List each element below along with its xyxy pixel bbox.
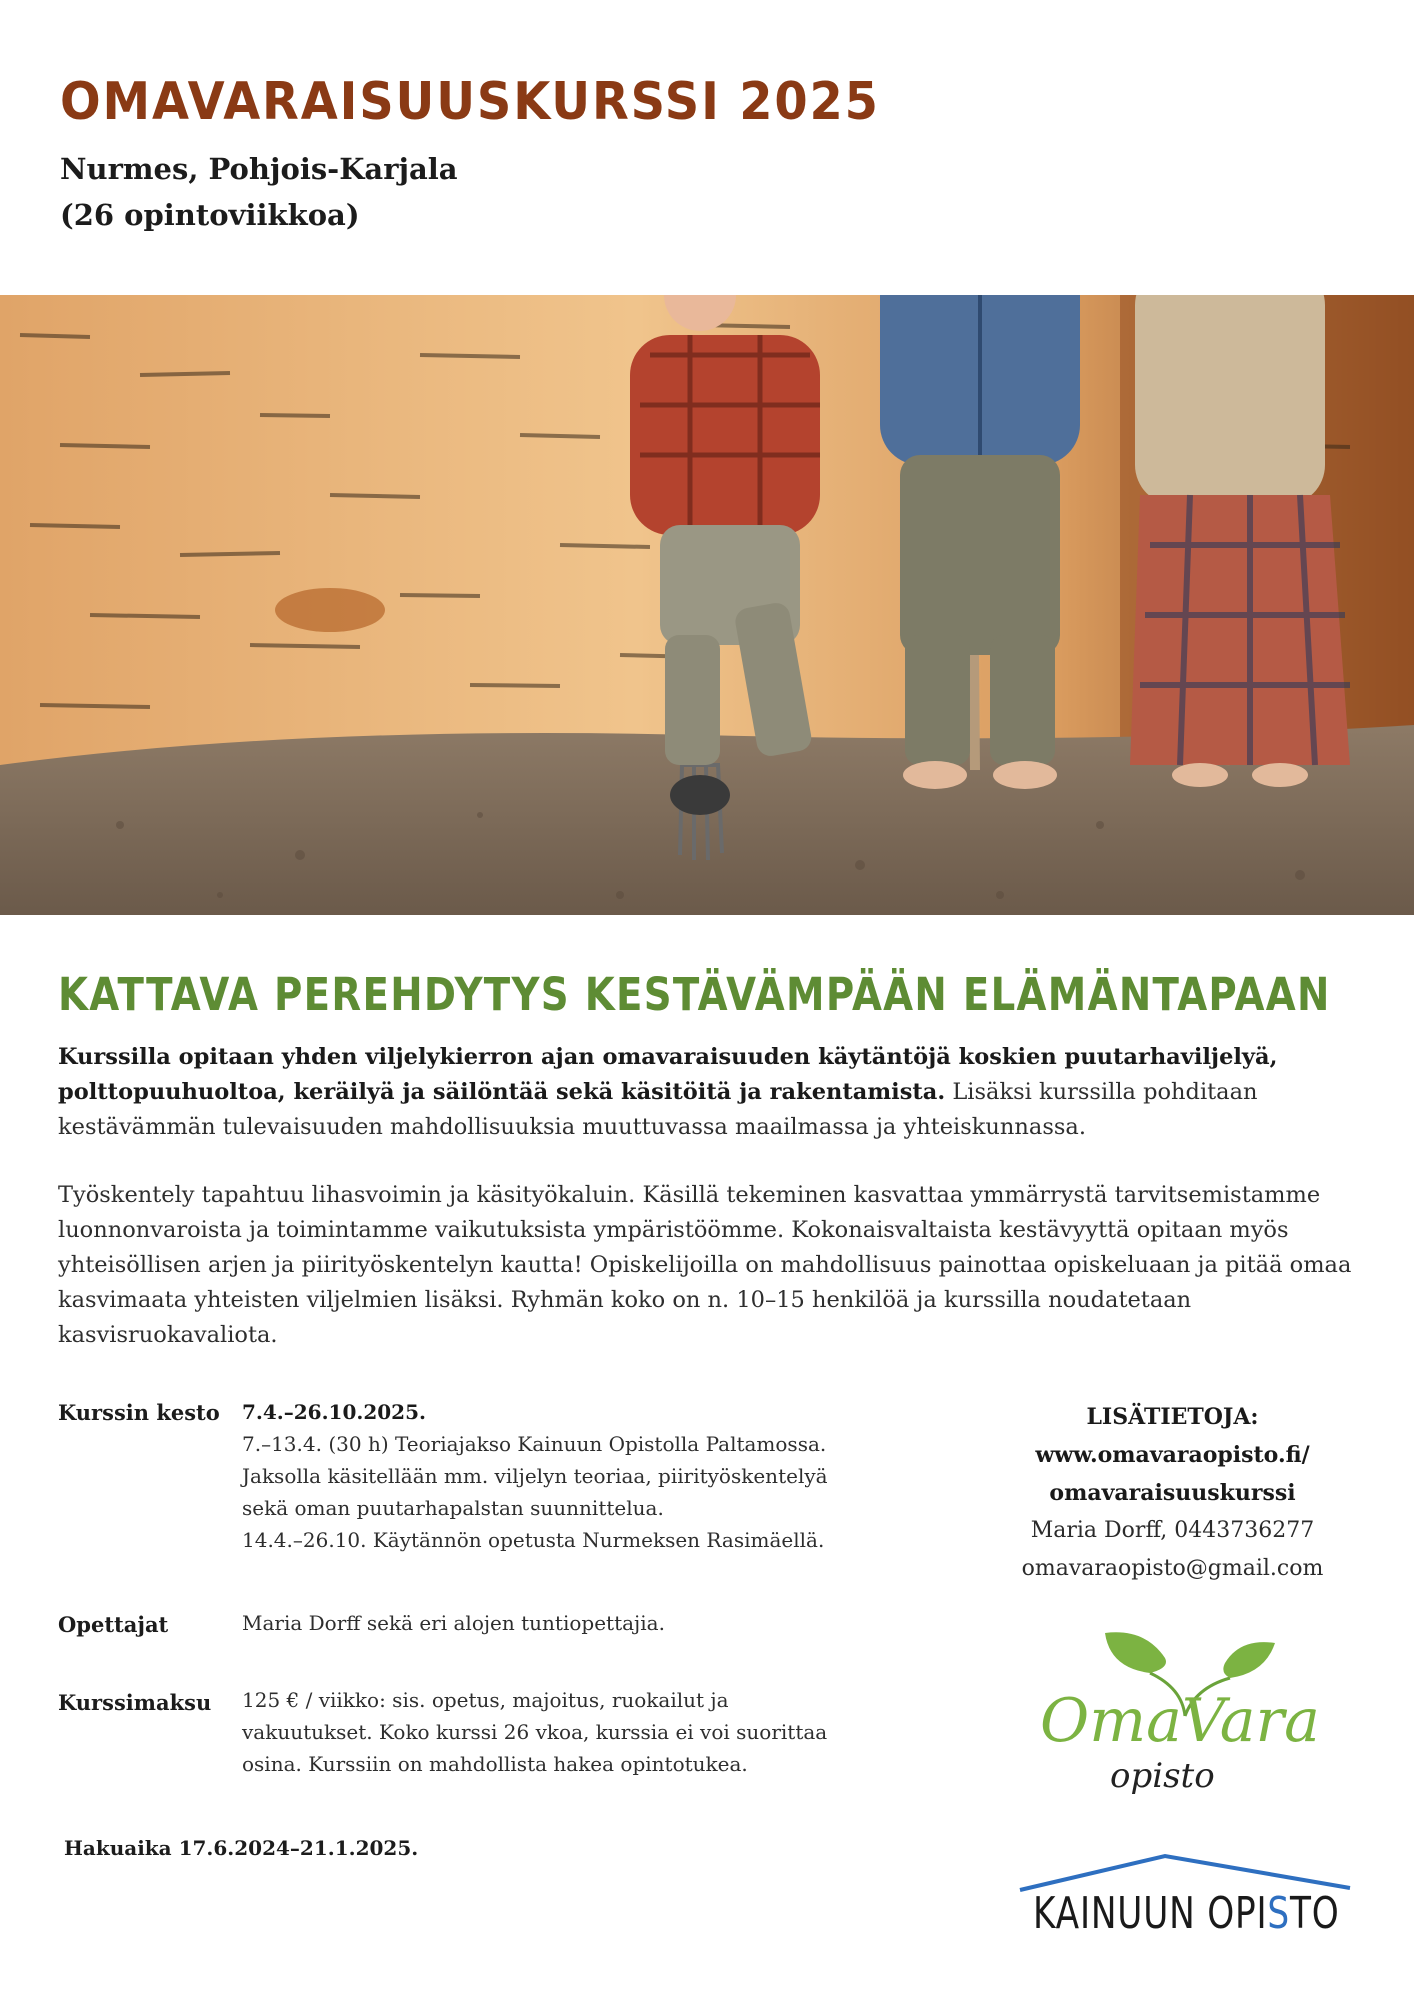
roof-icon [1015, 1852, 1355, 1892]
fee-details [242, 1684, 982, 1780]
section-title: KATTAVA PEREHDYTYS KESTÄVÄMPÄÄN ELÄMÄNTAPAAN [58, 968, 1331, 1021]
duration-line: sekä oman puutarhapalstan suunnittelua. [242, 1496, 664, 1520]
description-paragraph: Työskentely tapahtuu lihasvoimin ja käsityökaluin. Käsillä tekeminen kasvattaa ymmärrystä tarvitsemistamme luonnonvaroista ja toimintamme vaikutuksista ympäristöömme. Kokonaisvaltaista kestävyyttä opitaan myös yhteisöllisen arjen ja piirityöskentelyn kautta! Opiskelijoilla on mahdollisuus painottaa opiskeluaan ja pitää omaa kasvimaata yhteisten viljelmien lisäksi. Ryhmän koko on n. 10–15 henkilöä ja kurssilla noudatetaan kasvisruokavaliota. [58, 1182, 1352, 1348]
duration-details [242, 1396, 982, 1556]
kainuun-wordmark-part: TO [1289, 1888, 1340, 1939]
duration-line: 7.–13.4. (30 h) Teoriajakso Kainuun Opistolla Paltamossa. [242, 1432, 827, 1456]
contact-person: Maria Dorff, 0443736277 [1030, 1518, 1315, 1543]
fee-line: vakuutukset. Koko kurssi 26 vkoa, kurssia ei voi suorittaa [242, 1720, 828, 1744]
intro-paragraph [58, 1040, 1358, 1145]
intro-rest-text: Lisäksi kurssilla pohditaan kestävämmän tulevaisuuden mahdollisuuksia muuttuvassa maailmassa ja yhteiskunnassa. [58, 1079, 1258, 1140]
duration-line: Jaksolla käsitellään mm. viljelyn teoriaa, piirityöskentelyä [242, 1464, 828, 1488]
duration-label: Kurssin kesto [58, 1400, 220, 1425]
contact-block [985, 1398, 1360, 1588]
contact-email[interactable]: omavaraopisto@gmail.com [1021, 1556, 1324, 1581]
duration-dates: 7.4.–26.10.2025. [242, 1400, 426, 1424]
intro-bold-text: Kurssilla opitaan yhden viljelykierron ajan omavaraisuuden käytäntöjä koskien puutarhaviljelyä, polttopuuhuoltoa, keräilyä ja säilöntää sekä käsitöitä ja rakentamista. [58, 1044, 1278, 1105]
fee-line: osina. Kurssiin on mahdollista hakea opintotukea. [242, 1752, 748, 1776]
teachers-value: Maria Dorff sekä eri alojen tuntiopettajia. [242, 1611, 665, 1635]
fee-line: 125 € / viikko: sis. opetus, majoitus, ruokailut ja [242, 1688, 729, 1712]
location: Nurmes, Pohjois-Karjala [60, 152, 458, 186]
application-period: Hakuaika 17.6.2024–21.1.2025. [64, 1836, 419, 1860]
kainuun-opisto-logo [1015, 1852, 1355, 1962]
contact-heading: LISÄTIETOJA: [1086, 1404, 1259, 1430]
kainuun-wordmark-part: KAINUUN OPI [1033, 1888, 1268, 1939]
kainuun-opisto-wordmark [1033, 1888, 1340, 1939]
people-farming-photo [0, 295, 1414, 915]
omavara-wordmark: OmaVara [1040, 1686, 1320, 1756]
website-link-path[interactable]: omavaraisuuskurssi [1049, 1480, 1296, 1506]
page-title: OMAVARAISUUSKURSSI 2025 [60, 72, 880, 132]
omavara-subtitle: opisto [1110, 1756, 1215, 1796]
kainuun-wordmark-accent: S [1267, 1888, 1290, 1939]
teachers-label: Opettajat [58, 1612, 169, 1637]
website-link[interactable]: www.omavaraopisto.fi/ [1035, 1442, 1310, 1468]
duration-line: 14.4.–26.10. Käytännön opetusta Nurmeksen Rasimäellä. [242, 1528, 825, 1552]
fee-label: Kurssimaksu [58, 1690, 212, 1715]
omavara-logo [1020, 1628, 1340, 1798]
course-duration-weeks: (26 opintoviikkoa) [60, 198, 360, 232]
